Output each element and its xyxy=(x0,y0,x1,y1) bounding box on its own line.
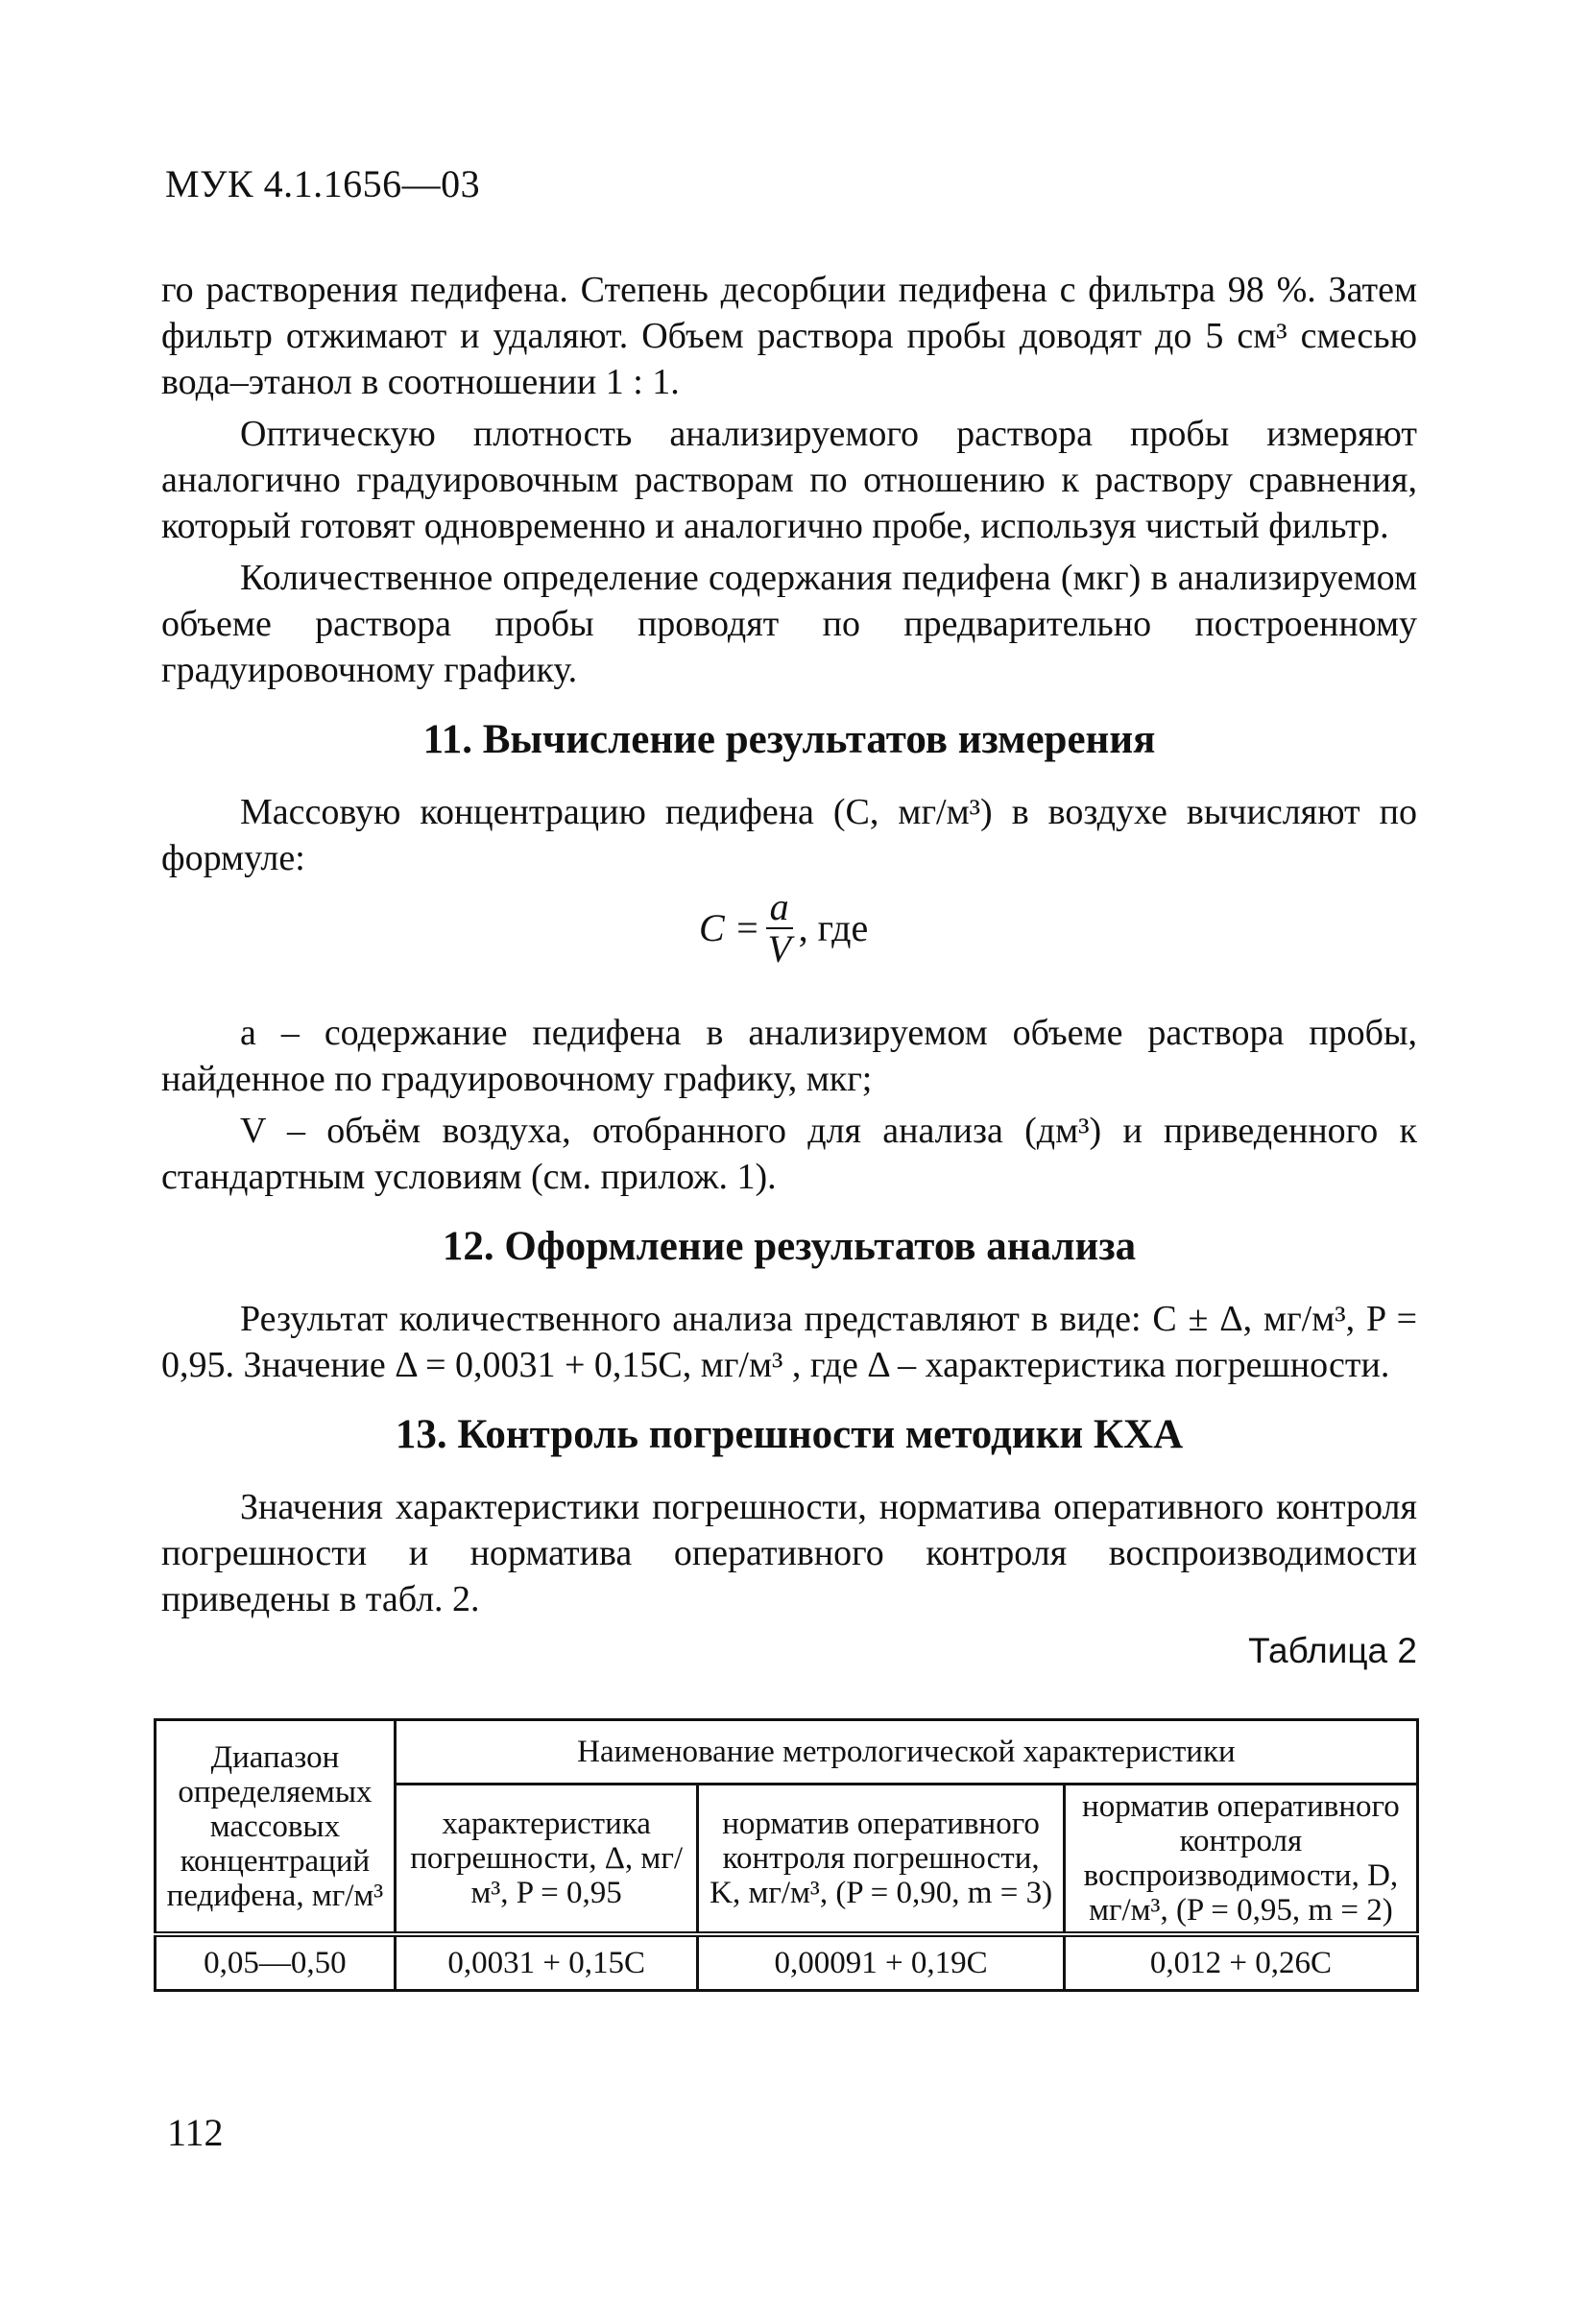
header-d: норматив оперативного контроля воспроизводимости, D, мг/м³, (P = 0,95, m = 2) xyxy=(1064,1785,1417,1935)
page-content xyxy=(161,267,1417,1674)
table-header-row xyxy=(156,1720,1418,1785)
formula xyxy=(161,887,1417,1002)
section-11-title: 11. Вычисление результатов измерения xyxy=(422,717,1156,762)
metrology-table xyxy=(154,1718,1419,1992)
cell-range: 0,05—0,50 xyxy=(156,1934,396,1991)
cell-d: 0,012 + 0,26C xyxy=(1064,1934,1417,1991)
definition-v: V – объём воздуха, отобранного для анализа (дм³) и приведенного к стандартным условиям (см. прилож. 1). xyxy=(161,1111,1417,1197)
definition-a: a – содержание педифена в анализируемом объеме раствора пробы, найденное по градуировочному графику, мкг; xyxy=(161,1013,1417,1099)
page-number: 112 xyxy=(167,2111,224,2154)
table-caption: Таблица 2 xyxy=(1248,1631,1417,1670)
formula-lhs: C = xyxy=(699,906,760,949)
header-k: норматив оперативного контроля погрешности, K, мг/м³, (P = 0,90, m = 3) xyxy=(698,1785,1064,1935)
paragraph-quantitative: Количественное определение содержания педифена (мкг) в анализируемом объеме раствора пробы проводят по предварительно построенному градуировочному графику. xyxy=(161,558,1417,690)
formula-fraction xyxy=(766,887,793,970)
header-group: Наименование метрологической характеристики xyxy=(395,1720,1417,1785)
cell-delta: 0,0031 + 0,15C xyxy=(395,1934,698,1991)
paragraph-continuation: го растворения педифена. Степень десорбции педифена с фильтра 98 %. Затем фильтр отжимают и удаляют. Объем раствора пробы доводят до 5 см³ смесью вода–этанол в соотношении 1 : 1. xyxy=(161,270,1417,402)
header-delta: характеристика погрешности, Δ, мг/ м³, P = 0,95 xyxy=(395,1785,698,1935)
formula-denominator: V xyxy=(767,927,791,970)
section-12-title: 12. Оформление результатов анализа xyxy=(442,1224,1137,1269)
section-13-title: 13. Контроль погрешности методики КХА xyxy=(395,1412,1184,1457)
header-range: Диапазон определяемых массовых концентраций педифена, мг/м³ xyxy=(156,1720,396,1935)
cell-k: 0,00091 + 0,19C xyxy=(698,1934,1064,1991)
section-12-text: Результат количественного анализа представляют в виде: C ± Δ, мг/м³, P = 0,95. Значение Δ = 0,0031 + 0,15C, мг/м³ , где Δ – характеристика погрешности. xyxy=(161,1299,1417,1385)
table-row xyxy=(156,1934,1418,1991)
running-head: МУК 4.1.1656—03 xyxy=(165,162,481,205)
formula-numerator: a xyxy=(769,885,789,928)
section-11-intro: Массовую концентрацию педифена (C, мг/м³) в воздухе вычисляют по формуле: xyxy=(161,792,1417,878)
section-13-text: Значения характеристики погрешности, норматива оперативного контроля погрешности и норматива оперативного контроля воспроизводимости приведены в табл. 2. xyxy=(161,1487,1417,1619)
formula-suffix: , где xyxy=(798,906,869,949)
paragraph-optical-density: Оптическую плотность анализируемого раствора пробы измеряют аналогично градуировочным растворам по отношению к раствору сравнения, который готовят одновременно и аналогично пробе, используя чистый фильтр. xyxy=(161,414,1417,546)
